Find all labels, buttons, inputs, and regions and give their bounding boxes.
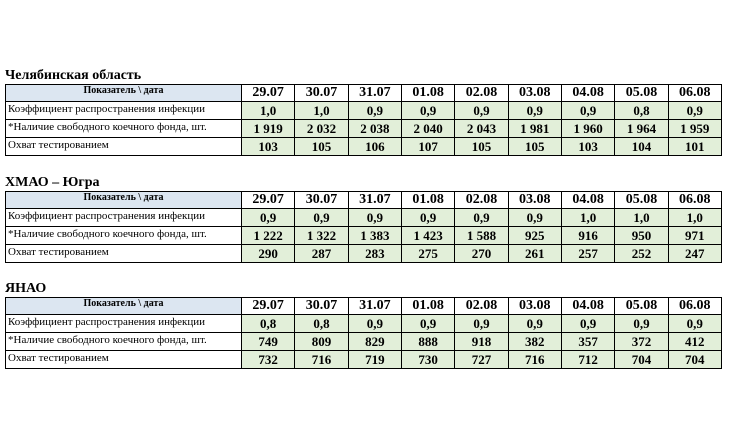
row-label: *Наличие свободного коечного фонда, шт.	[6, 120, 242, 138]
cell-value: 1,0	[242, 102, 295, 120]
cell-value: 971	[668, 227, 721, 245]
cell-value: 0,9	[615, 315, 668, 333]
table-row	[6, 315, 722, 333]
cell-value: 716	[295, 351, 348, 369]
header-date: 06.08	[668, 298, 721, 315]
cell-value: 0,9	[508, 102, 561, 120]
region-khmao	[5, 175, 722, 263]
table-row	[6, 227, 722, 245]
cell-value: 0,8	[295, 315, 348, 333]
header-date: 29.07	[242, 85, 295, 102]
cell-value: 749	[242, 333, 295, 351]
cell-value: 103	[242, 138, 295, 156]
header-date: 03.08	[508, 298, 561, 315]
cell-value: 0,8	[242, 315, 295, 333]
header-label: Показатель \ дата	[6, 298, 242, 315]
cell-value: 730	[401, 351, 454, 369]
cell-value: 1 964	[615, 120, 668, 138]
cell-value: 104	[615, 138, 668, 156]
region-title: Челябинская область	[5, 68, 142, 83]
table-row	[6, 333, 722, 351]
header-date: 01.08	[401, 192, 454, 209]
header-date: 06.08	[668, 192, 721, 209]
row-label: *Наличие свободного коечного фонда, шт.	[6, 227, 242, 245]
cell-value: 925	[508, 227, 561, 245]
table-row	[6, 138, 722, 156]
cell-value: 105	[455, 138, 508, 156]
cell-value: 287	[295, 245, 348, 263]
cell-value: 103	[561, 138, 614, 156]
cell-value: 1 960	[561, 120, 614, 138]
cell-value: 1 981	[508, 120, 561, 138]
table-header-row	[6, 85, 722, 102]
cell-value: 372	[615, 333, 668, 351]
cell-value: 1 919	[242, 120, 295, 138]
cell-value: 1,0	[668, 209, 721, 227]
cell-value: 888	[401, 333, 454, 351]
cell-value: 105	[295, 138, 348, 156]
table-row	[6, 351, 722, 369]
region-title: ЯНАО	[5, 281, 47, 296]
cell-value: 2 040	[401, 120, 454, 138]
cell-value: 1 588	[455, 227, 508, 245]
cell-value: 0,9	[242, 209, 295, 227]
header-date: 31.07	[348, 298, 401, 315]
header-date: 05.08	[615, 85, 668, 102]
cell-value: 101	[668, 138, 721, 156]
cell-value: 1 959	[668, 120, 721, 138]
header-date: 01.08	[401, 85, 454, 102]
cell-value: 0,8	[615, 102, 668, 120]
header-date: 05.08	[615, 192, 668, 209]
region-table	[5, 297, 722, 369]
cell-value: 106	[348, 138, 401, 156]
cell-value: 1 322	[295, 227, 348, 245]
table-row	[6, 245, 722, 263]
cell-value: 918	[455, 333, 508, 351]
cell-value: 382	[508, 333, 561, 351]
region-title: ХМАО – Югра	[5, 175, 100, 190]
cell-value: 727	[455, 351, 508, 369]
cell-value: 252	[615, 245, 668, 263]
header-date: 29.07	[242, 298, 295, 315]
cell-value: 0,9	[455, 102, 508, 120]
header-date: 04.08	[561, 85, 614, 102]
table-header-row	[6, 298, 722, 315]
cell-value: 829	[348, 333, 401, 351]
cell-value: 1 222	[242, 227, 295, 245]
cell-value: 0,9	[561, 315, 614, 333]
row-label: Охват тестированием	[6, 138, 242, 156]
row-label: Коэффициент распространения инфекции	[6, 102, 242, 120]
cell-value: 0,9	[401, 209, 454, 227]
cell-value: 712	[561, 351, 614, 369]
cell-value: 704	[615, 351, 668, 369]
region-table	[5, 191, 722, 263]
cell-value: 247	[668, 245, 721, 263]
header-date: 04.08	[561, 192, 614, 209]
cell-value: 716	[508, 351, 561, 369]
cell-value: 0,9	[508, 209, 561, 227]
cell-value: 2 043	[455, 120, 508, 138]
header-date: 30.07	[295, 298, 348, 315]
header-date: 01.08	[401, 298, 454, 315]
cell-value: 1,0	[295, 102, 348, 120]
table-row	[6, 102, 722, 120]
table-header-row	[6, 192, 722, 209]
header-date: 30.07	[295, 192, 348, 209]
cell-value: 916	[561, 227, 614, 245]
cell-value: 1,0	[561, 209, 614, 227]
cell-value: 0,9	[348, 209, 401, 227]
header-label: Показатель \ дата	[6, 85, 242, 102]
header-date: 03.08	[508, 85, 561, 102]
cell-value: 105	[508, 138, 561, 156]
row-label: Охват тестированием	[6, 245, 242, 263]
cell-value: 270	[455, 245, 508, 263]
cell-value: 719	[348, 351, 401, 369]
region-table	[5, 84, 722, 156]
cell-value: 0,9	[348, 315, 401, 333]
header-date: 05.08	[615, 298, 668, 315]
cell-value: 107	[401, 138, 454, 156]
cell-value: 0,9	[668, 102, 721, 120]
header-date: 04.08	[561, 298, 614, 315]
cell-value: 0,9	[668, 315, 721, 333]
cell-value: 261	[508, 245, 561, 263]
header-date: 02.08	[455, 192, 508, 209]
cell-value: 0,9	[401, 315, 454, 333]
cell-value: 1,0	[615, 209, 668, 227]
header-date: 29.07	[242, 192, 295, 209]
header-date: 02.08	[455, 85, 508, 102]
cell-value: 1 423	[401, 227, 454, 245]
cell-value: 0,9	[561, 102, 614, 120]
cell-value: 412	[668, 333, 721, 351]
cell-value: 290	[242, 245, 295, 263]
header-date: 03.08	[508, 192, 561, 209]
cell-value: 257	[561, 245, 614, 263]
cell-value: 0,9	[401, 102, 454, 120]
region-chelyabinsk	[5, 68, 722, 156]
row-label: Коэффициент распространения инфекции	[6, 209, 242, 227]
header-date: 30.07	[295, 85, 348, 102]
cell-value: 0,9	[455, 209, 508, 227]
cell-value: 704	[668, 351, 721, 369]
cell-value: 2 038	[348, 120, 401, 138]
cell-value: 2 032	[295, 120, 348, 138]
cell-value: 1 383	[348, 227, 401, 245]
header-date: 02.08	[455, 298, 508, 315]
cell-value: 275	[401, 245, 454, 263]
row-label: *Наличие свободного коечного фонда, шт.	[6, 333, 242, 351]
cell-value: 0,9	[348, 102, 401, 120]
cell-value: 357	[561, 333, 614, 351]
cell-value: 809	[295, 333, 348, 351]
cell-value: 0,9	[295, 209, 348, 227]
region-yanao	[5, 281, 722, 369]
cell-value: 950	[615, 227, 668, 245]
table-row	[6, 120, 722, 138]
header-date: 31.07	[348, 192, 401, 209]
row-label: Охват тестированием	[6, 351, 242, 369]
header-date: 31.07	[348, 85, 401, 102]
cell-value: 283	[348, 245, 401, 263]
header-date: 06.08	[668, 85, 721, 102]
row-label: Коэффициент распространения инфекции	[6, 315, 242, 333]
cell-value: 0,9	[455, 315, 508, 333]
cell-value: 0,9	[508, 315, 561, 333]
header-label: Показатель \ дата	[6, 192, 242, 209]
table-row	[6, 209, 722, 227]
cell-value: 732	[242, 351, 295, 369]
